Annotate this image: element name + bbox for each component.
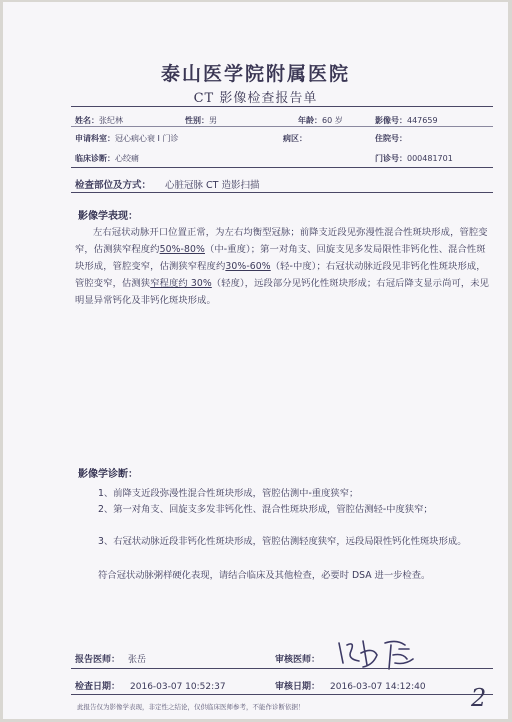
patient-name-field (75, 115, 123, 126)
reporter-field (75, 652, 146, 665)
clinical-dx-field (75, 153, 139, 164)
exam-label: 检查部位及方式： (75, 180, 152, 191)
diagnosis-item-1: 1、前降支近段弥漫性混合性斑块形成，管腔估测中-重度狭窄； (98, 488, 359, 499)
row-rule (71, 126, 493, 127)
disclaimer: 此报告仅为影像学表现，非定性之结论，仅供临床医师参考，不能作诊断依据！ (77, 703, 305, 711)
reviewer-field (275, 652, 320, 665)
image-no: 447659 (407, 116, 438, 125)
dept-field (75, 133, 178, 144)
dept-label: 申请科室： (75, 134, 115, 143)
report-paper (3, 2, 508, 719)
ward-label: 病区： (283, 134, 307, 143)
footer-rule-top (71, 668, 493, 669)
image-no-label: 影像号： (375, 116, 407, 125)
findings-underline-3: 窄程度约 30% (150, 278, 212, 289)
findings-part-4: （轻度），远段部分见钙化性斑块形成；右冠后降支显示尚可，未见明显异常钙化及非钙化斑块形成。 (75, 278, 490, 306)
exam-rule (71, 192, 493, 193)
exam-date: 2016-03-07 10:52:37 (130, 682, 226, 692)
findings-part-3: （轻-中度）；右冠状动脉近段见非钙化性斑块形成，管腔变窄，估测狭 (75, 261, 486, 289)
image-no-field (375, 115, 438, 126)
diagnosis-item-2: 2、第一对角支、回旋支多发非钙化性、混合性斑块形成，管腔估测轻-中度狭窄； (98, 504, 433, 515)
review-date: 2016-03-07 14:12:40 (330, 682, 426, 692)
review-date-field (275, 679, 426, 692)
gender-field (185, 115, 217, 126)
diagnosis-item-3: 3、右冠状动脉近段非钙化性斑块形成，管腔估测轻度狭窄，远段局限性钙化性斑块形成。 (98, 536, 467, 547)
patient-name: 张纪林 (99, 116, 123, 125)
bed-field (375, 133, 407, 144)
reporter-label: 报告医师： (75, 655, 121, 665)
report-title: CT 影像检查报告单 (193, 91, 318, 106)
footer-rule-bottom (71, 694, 493, 695)
reviewer-signature (333, 635, 423, 675)
clinical-dx: 心绞痛 (115, 154, 139, 163)
diagnosis-heading: 影像学诊断： (78, 469, 138, 480)
age-label: 年龄： (298, 116, 322, 125)
page-mark: 2 (471, 684, 487, 712)
info-rule (71, 167, 493, 168)
clinic-no-label: 门诊号： (375, 154, 407, 163)
clinic-no-field (375, 153, 453, 164)
age: 60 岁 (322, 116, 343, 125)
gender-label: 性别： (185, 116, 209, 125)
clinic-no: 000481701 (407, 154, 453, 163)
patient-name-label: 姓名： (75, 116, 99, 125)
reviewer-label: 审核医师： (275, 655, 321, 665)
reporter-name: 张岳 (128, 655, 147, 665)
exam-field (75, 177, 260, 191)
hospital-name: 泰山医学院附属医院 (160, 63, 350, 85)
review-date-label: 审核日期： (275, 682, 321, 692)
exam-date-field (75, 679, 226, 692)
findings-underline-2: 30%-60% (225, 261, 271, 272)
findings-underline-1: 50%-80% (159, 244, 205, 255)
dept: 冠心病心衰 I 门诊 (115, 134, 179, 143)
exam-date-label: 检查日期： (75, 682, 121, 692)
age-field (298, 115, 343, 126)
ward-field (283, 133, 307, 144)
findings-heading: 影像学表现： (78, 211, 138, 222)
clinical-dx-label: 临床诊断： (75, 154, 115, 163)
findings-part-2: （中-重度）；第一对角支、回旋支见多发局限性非钙化性、混合性斑块形成，管腔变窄，估测狭窄程度约 (75, 244, 486, 272)
exam-value: 心脏冠脉 CT 造影扫描 (165, 180, 260, 191)
findings-part-1: 左右冠状动脉开口位置正常，为左右均衡型冠脉；前降支近段见弥漫性混合性斑块形成，管腔变窄，估测狭窄程度约 (75, 227, 488, 255)
diagnosis-conclusion: 符合冠状动脉粥样硬化表现，请结合临床及其他检查，必要时 DSA 进一步检查。 (98, 570, 431, 581)
bed-label: 住院号： (375, 134, 407, 143)
findings-text (75, 224, 493, 309)
gender: 男 (209, 116, 217, 125)
header-rule (71, 106, 493, 107)
